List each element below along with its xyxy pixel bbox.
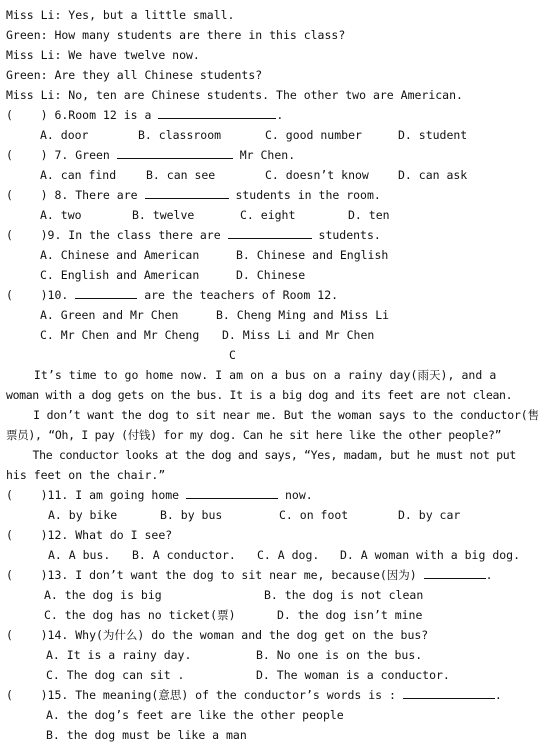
answer-blank[interactable]	[158, 107, 276, 119]
answer-blank[interactable]	[228, 227, 312, 239]
question-stem: ( )9. In the class there are	[6, 228, 221, 242]
question-10	[6, 287, 338, 303]
dialogue-line: Miss Li: Yes, but a little small.	[6, 8, 235, 22]
option-b[interactable]: B. Chinese and English	[236, 248, 389, 262]
question-stem-end: now.	[284, 488, 313, 502]
question-15	[6, 687, 502, 703]
question-stem-end: are the teachers of Room 12.	[144, 288, 339, 302]
option-d[interactable]: D. by car	[398, 508, 461, 522]
option-b[interactable]: B. twelve	[132, 208, 195, 222]
option-a[interactable]: A. the dog is big	[44, 588, 162, 602]
question-stem-end: .	[494, 688, 502, 702]
option-c[interactable]: C. on foot	[279, 508, 349, 522]
answer-blank[interactable]	[403, 687, 495, 699]
question-13	[6, 567, 493, 583]
question-stem: ( ) 7. Green	[6, 148, 110, 162]
option-b[interactable]: B. A conductor.	[132, 548, 236, 562]
passage-line: his feet on the chair.”	[6, 468, 166, 482]
option-b[interactable]: B. can see	[146, 168, 216, 182]
passage-line: I don’t want the dog to sit near me. But the woman says to the conductor(售	[6, 408, 539, 422]
option-b[interactable]: B. Cheng Ming and Miss Li	[216, 308, 390, 322]
question-stem: ( )11. I am going home	[6, 488, 180, 502]
question-6	[6, 107, 283, 123]
option-b[interactable]: B. by bus	[160, 508, 223, 522]
option-a[interactable]: A. the dog’s feet are like the other people	[46, 708, 344, 722]
question-8	[6, 187, 381, 203]
question-stem: ( )13. I don’t want the dog to sit near me, because(因为)	[6, 568, 417, 582]
question-stem: ( ) 6.Room 12 is a	[6, 108, 152, 122]
option-b[interactable]: B. classroom	[138, 128, 222, 142]
dialogue-line: Miss Li: No, ten are Chinese students. The other two are American.	[6, 88, 463, 102]
option-a[interactable]: A. It is a rainy day.	[46, 648, 192, 662]
option-a[interactable]: A. Green and Mr Chen	[40, 308, 179, 322]
passage-line: woman with a dog gets on the bus. It is a big dog and its feet are not clean.	[6, 388, 513, 402]
question-stem-end: students.	[318, 228, 381, 242]
answer-blank[interactable]	[424, 567, 486, 579]
answer-blank[interactable]	[186, 487, 278, 499]
option-a[interactable]: A. can find	[40, 168, 117, 182]
question-14: ( )14. Why(为什么) do the woman and the dog get on the bus?	[6, 628, 429, 642]
passage-line: The conductor looks at the dog and says, “Yes, madam, but he must not put	[6, 448, 517, 462]
question-11	[6, 487, 313, 503]
option-d[interactable]: D. Miss Li and Mr Chen	[222, 328, 375, 342]
option-d[interactable]: D. student	[398, 128, 468, 142]
option-d[interactable]: D. the dog isn’t mine	[277, 608, 423, 622]
option-d[interactable]: D. A woman with a big dog.	[340, 548, 521, 562]
answer-blank[interactable]	[75, 287, 137, 299]
question-stem-end: students in the room.	[235, 188, 381, 202]
option-b[interactable]: B. the dog must be like a man	[46, 728, 247, 742]
option-a[interactable]: A. Chinese and American	[40, 248, 200, 262]
option-c[interactable]: C. English and American	[40, 268, 200, 282]
option-d[interactable]: D. ten	[348, 208, 390, 222]
option-d[interactable]: D. The woman is a conductor.	[256, 668, 450, 682]
option-d[interactable]: D. Chinese	[236, 268, 306, 282]
question-stem: ( ) 8. There are	[6, 188, 138, 202]
option-c[interactable]: C. The dog can sit .	[46, 668, 185, 682]
option-c[interactable]: C. good number	[265, 128, 362, 142]
option-b[interactable]: B. No one is on the bus.	[256, 648, 423, 662]
question-stem: ( )10.	[6, 288, 69, 302]
option-a[interactable]: A. door	[40, 128, 89, 142]
dialogue-line: Miss Li: We have twelve now.	[6, 48, 200, 62]
option-a[interactable]: A. by bike	[48, 508, 118, 522]
option-c[interactable]: C. eight	[240, 208, 296, 222]
question-7	[6, 147, 295, 163]
question-9	[6, 227, 381, 243]
option-b[interactable]: B. the dog is not clean	[264, 588, 424, 602]
question-12: ( )12. What do I see?	[6, 528, 173, 542]
answer-blank[interactable]	[117, 147, 233, 159]
question-stem-end: .	[276, 108, 284, 122]
section-heading: C	[229, 348, 236, 362]
answer-blank[interactable]	[145, 187, 229, 199]
option-d[interactable]: D. can ask	[398, 168, 468, 182]
option-c[interactable]: C. doesn’t know	[265, 168, 369, 182]
question-stem-end: Mr Chen.	[239, 148, 296, 162]
option-a[interactable]: A. A bus.	[48, 548, 111, 562]
question-stem-end: .	[485, 568, 493, 582]
question-stem: ( )15. The meaning(意思) of the conductor’s words is :	[6, 688, 396, 702]
dialogue-line: Green: How many students are there in this class?	[6, 28, 346, 42]
passage-line: 票员), “Oh, I pay (付钱) for my dog. Can he sit here like the other people?”	[6, 428, 502, 442]
passage-line: It’s time to go home now. I am on a bus on a rainy day(雨天), and a	[6, 368, 497, 382]
option-c[interactable]: C. the dog has no ticket(票)	[44, 608, 236, 622]
option-a[interactable]: A. two	[40, 208, 82, 222]
option-c[interactable]: C. A dog.	[257, 548, 320, 562]
dialogue-line: Green: Are they all Chinese students?	[6, 68, 263, 82]
option-c[interactable]: C. Mr Chen and Mr Cheng	[40, 328, 200, 342]
